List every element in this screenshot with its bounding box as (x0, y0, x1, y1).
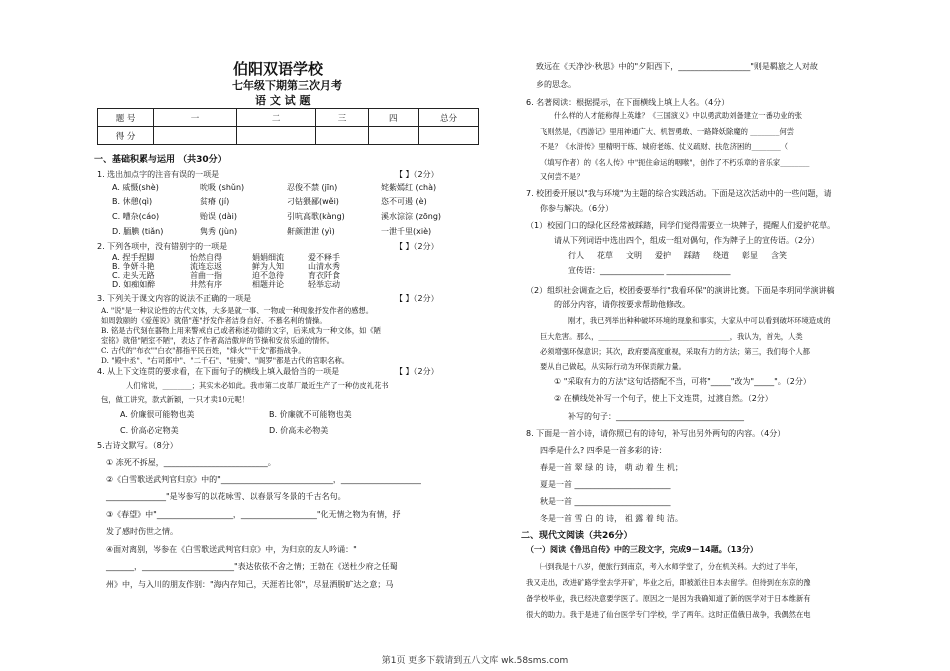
passage-text: 备学校毕业，我已经决意要学医了。原因之一是因为我确知道了新的医学对于日本维新有 (526, 594, 811, 603)
question-8: 8. 下面是一首小诗，请你照已有的诗句，补写出另外两句的内容。（4分） (526, 429, 786, 438)
question-text: 什么样的人才能称得上英雄？《三国演义》中以勇武助刘备建立一番功业的张 (554, 111, 803, 120)
question-text: 发了感时伤世之情。 (106, 527, 178, 536)
option-text: B. 休憩(qì) (112, 197, 153, 206)
question-text: ① "采取有力的方法"这句话搭配不当，可将"_____"改为"_____"。（2分） (554, 377, 811, 386)
question-text: 你参与解决。（6分） (540, 204, 614, 213)
word-option: 文明 (626, 251, 642, 260)
question-text: ② 在横线处补写一个句子，使上下文连贯，过渡自然。（2分） (554, 394, 773, 403)
score-header: 总分 (418, 109, 478, 127)
passage-text: 我又走出，改进矿路学堂去学开矿，毕业之后，即被派往日本去留学。但待到在东京的豫 (526, 578, 811, 587)
score-header: 四 (368, 109, 418, 127)
option-text: 娟娟细流 (252, 253, 284, 262)
option-text: 迫不急待 (252, 271, 284, 280)
question-text: 又何尝不是？ (540, 172, 584, 181)
poem-line: 夏是一首 ________________________ (540, 480, 671, 489)
option-text: 如周敦颐的《爱莲说》就借"莲"抒发作者洁身自好、不慕名利的情操。 (101, 316, 327, 325)
poem-line: 秋是一首 ________________________ (540, 497, 671, 506)
option-text: 贫瘠 (jí) (200, 197, 230, 206)
word-option: 绕道 (713, 251, 729, 260)
question-text: 致远在《天净沙·秋思》中的"夕阳西下，__________________"则是羁旅之人对故 (536, 62, 818, 71)
question-text: （1）校园门口的绿化区经常被踩踏，同学们觉得需要立一块牌子，提醒人们爱护花草。 (526, 221, 836, 230)
poem-line: 冬是一首 雪 白 的 诗， 祖 露 着 纯 洁。 (540, 514, 683, 523)
speech-text: 刚才，我已列举出种种破坏环境的现象和事实，大家从中可以看到破坏环境造成的 (568, 316, 831, 325)
question-text: 包，做工讲究，款式新颖，一只才卖10元呢！ (101, 395, 249, 404)
poem-line: 四季是什么? 四季是一首多彩的诗： (540, 446, 667, 455)
option-text: B. 争妍斗艳 (112, 262, 155, 271)
option-text: C. 嘈杂(cáo) (112, 212, 160, 221)
option-text: 相题并论 (252, 280, 284, 289)
score-table (97, 108, 479, 145)
question-text: 乡的思念。 (536, 80, 576, 89)
question-3: 3. 下列关于课文内容的说法不正确的一项是 (97, 294, 252, 303)
question-text: （填写作者）的《名人传》中"扼住命运的咽喉"，创作了不朽乐章的音乐家________ (540, 158, 810, 167)
option-text: 流连忘返 (190, 262, 222, 271)
question-4: 4. 从上下文连贯的要求看，在下面句子的横线上填入最恰当的一项是 (97, 367, 340, 376)
option-text: D. "殿中丞"、"右司郎中"、"二千石"、"驻骑"、"阁罗"都是古代的官职名称。 (101, 356, 350, 365)
score-header: 二 (236, 109, 316, 127)
score-cell[interactable] (368, 127, 418, 145)
question-6: 6. 名著阅读：根据提示，在下面横线上填上人名。（4分） (526, 98, 730, 107)
score-cell[interactable] (418, 127, 478, 145)
option-text: 育衣阡食 (308, 271, 340, 280)
question-text: _______________"是岑参写的以花咏雪、以春景写冬景的千古名句。 (106, 492, 346, 501)
question-5: 5.古诗文默写。（8分） (97, 441, 178, 450)
question-1: 1. 选出加点字的注音有误的一项是 (97, 170, 220, 179)
option-text: 鼾颜泄泄 (yì) (287, 227, 335, 236)
question-text: 的部分内容，请你按要求帮助他修改。 (554, 300, 690, 309)
option-text: 姹紫嫣红 (chà) (381, 183, 437, 192)
question-text: ③《春望》中"___________________，___________________"化无情之物为有情，抒 (106, 510, 401, 519)
question-text: 飞则然是，《西游记》里用神通广大、机智勇敢、一路降妖除魔的 ________何尝 (540, 127, 795, 136)
option-text: C. 走头无路 (112, 271, 155, 280)
option-text: 刁钻猥鄙(wěi) (287, 197, 339, 206)
score-cell[interactable] (154, 127, 237, 145)
option-text: 溪水淙淙 (zōng) (381, 212, 442, 221)
question-text: 人们常说，________；其实未必如此。我市第二皮革厂最近生产了一种仿皮礼花书 (126, 381, 389, 390)
option-text: 一泄千里(xiè) (381, 227, 432, 236)
option-text: 隽秀 (jùn) (200, 227, 238, 236)
option-text: 山清水秀 (308, 262, 340, 271)
option-text: C. 价高必定物美 (120, 426, 179, 435)
option-text: 轻举忘动 (308, 280, 340, 289)
score-header: 题 号 (98, 109, 154, 127)
question-text: ②《白雪歌送武判官归京》中的"____________________________，____________________ (106, 475, 421, 484)
option-text: D. 价高未必物美 (269, 426, 329, 435)
option-text: D. 如痴如醉 (112, 280, 156, 289)
question-text: 不是？《水浒传》里精明干练、城府老练、仗义疏财、扶危济困的________（ (540, 142, 789, 151)
option-text: 贻误 (dài) (200, 212, 237, 221)
question-text: ④面对离别，岑参在《白雪歌送武判官归京》中，为归京的友人吟诵：" (106, 545, 357, 554)
speech-text: 必须增强环保意识；其次，政府要高度重视，采取有力的方法；第三，我们每个人都 (540, 347, 810, 356)
option-text: 首曲一指 (190, 271, 222, 280)
option-text: 吮吸 (shǔn) (200, 183, 245, 192)
option-text: B. 铭是古代刻在器物上用来警戒自己或者称述功德的文字，后来成为一种文体，如《陋 (101, 326, 381, 335)
word-option: 花草 (597, 251, 613, 260)
section-2-heading: 二、现代文阅读（共26分） (521, 531, 633, 541)
passage-text: ㈠到我是十八岁，便旅行到南京，考入水师学堂了，分在机关科。大约过了半年， (540, 562, 803, 571)
passage-text: 很大的助力。我于是进了仙台医学专门学校，学了两年。这时正值俄日战争，我偶然在电 (526, 610, 811, 619)
reading-heading: （一）阅读《鲁迅自传》中的三段文字，完成9－14题。（13分） (526, 545, 758, 554)
speech-text: 要从自己做起，从实际行动为环保贡献力量。 (540, 362, 686, 371)
option-text: A. 威慑(shè) (112, 183, 159, 192)
option-text: 爱不释手 (308, 253, 340, 262)
option-text: A. 价廉很可能物也美 (120, 410, 195, 419)
word-option: 行人 (568, 251, 584, 260)
question-text: _______，_______________________"表达依依不舍之情；王勃在《送杜少府之任蜀 (106, 562, 398, 571)
score-header: 一 (154, 109, 237, 127)
option-text: 引吭高歌(kàng) (287, 212, 345, 221)
option-text: D. 腼腆 (tiǎn) (112, 227, 164, 236)
option-text: 忍俊不禁 (jīn) (287, 183, 338, 192)
subject-title: 语 文 试 题 (255, 94, 311, 107)
speech-text: 巨大危害。那么，____________________________________，我认为，首先，人类 (540, 332, 803, 341)
option-text: A. "说"是一种议论性的古代文体，大多是就一事、一物或一种现象抒发作者的感想。 (101, 306, 374, 315)
word-option: 含笑 (771, 251, 787, 260)
option-text: 恣不可遏 (è) (381, 197, 427, 206)
option-text: B. 价廉就不可能物也美 (269, 410, 352, 419)
option-text: A. 捏手捏脚 (112, 253, 155, 262)
option-text: 鲜为人知 (252, 262, 284, 271)
question-text: ① 冻死不拆屋，__________________________。 (106, 458, 276, 467)
section-1-heading: 一、基础积累与运用 （共30分） (94, 155, 227, 165)
option-text: 怡然自得 (190, 253, 222, 262)
option-text: 室铭》就借"陋室不陋"，表达了作者高洁傲岸的节操和安贫乐道的情怀。 (101, 336, 334, 345)
poem-line: 春是一首 翠 绿 的 诗， 萌 动 着 生 机； (540, 463, 683, 472)
option-text: C. 古代的"布衣""白衣"都指平民百姓，"烽火""干戈"都指战争。 (101, 346, 306, 355)
score-row-label: 得 分 (98, 127, 154, 145)
question-text: （2）组织社会调查之后，校团委要举行"我看环保"的演讲比赛。下面是李玥同学演讲稿 (526, 286, 835, 295)
answer-bracket: 【 】（2分） (395, 367, 439, 376)
question-2: 2. 下列各项中，没有错别字的一项是 (97, 242, 228, 251)
score-cell[interactable] (236, 127, 316, 145)
question-text: 请从下列词语中选出四个，组成一组对偶句，作为牌子上的宣传语。（2分） (554, 236, 820, 245)
question-7: 7. 校团委开展以"我与环境"为主题的综合实践活动。下面是这次活动中的一些问题，请 (526, 189, 832, 198)
slogan-answer[interactable]: 宣传语：________________ ________________ (568, 266, 731, 275)
school-title: 伯阳双语学校 (233, 60, 324, 78)
option-text: 井然有序 (190, 280, 222, 289)
answer-bracket: 【 】（2分） (395, 294, 439, 303)
word-option: 踩踏 (684, 251, 700, 260)
answer-bracket: 【 】（2分） (395, 170, 439, 179)
page-footer: 第1页 更多下载请到五八文库 wk.58sms.com (381, 656, 569, 666)
answer-bracket: 【 】（2分） (395, 242, 439, 251)
score-header: 三 (316, 109, 368, 127)
word-option: 彰显 (742, 251, 758, 260)
question-text: 补写的句子：________________________________ (568, 412, 744, 421)
question-text: 州》中，与入川的朋友作别："海内存知己，天涯若比邻"，尽显洒脱旷达之意；马 (106, 580, 394, 589)
word-option: 爱护 (655, 251, 671, 260)
exam-title: 七年级下期第三次月考 (232, 79, 342, 92)
score-cell[interactable] (316, 127, 368, 145)
